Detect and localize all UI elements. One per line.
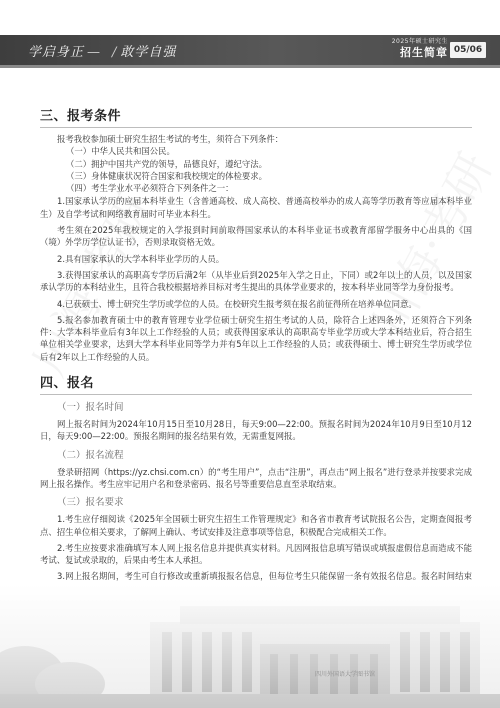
registration-time-text: 网上报名时间为2024年10月15日至10月28日，每天9:00—22:00。预报名时间为2024年10月9日至10月12日，每天9:00—22:00。预报名期间的报名结果有效，无需重复网报。 xyxy=(40,419,472,442)
motto-right: 敢学自强 xyxy=(120,45,177,60)
eligibility-paragraph: 3.获得国家承认的高职高专学历后满2年（从毕业后到2025年入学之日止，下同）或2年以上的人员，以及国家承认学历的本科结业生，且符合我校根据培养目标对考生提出的具体学业要求的，按本科毕业同等学力身份报考。 xyxy=(40,269,472,293)
eligibility-paragraph: 2.具有国家承认的大学本科毕业学历的人员。 xyxy=(57,253,225,264)
eligibility-item: （二）拥护中国共产党的领导，品德良好，遵纪守法。 xyxy=(66,158,267,169)
section-title-registration: 四、报名 xyxy=(40,375,472,395)
page-header xyxy=(0,0,500,78)
subsection-title-process: （二）报名流程 xyxy=(57,449,124,461)
eligibility-paragraph: 考生须在2025年我校规定的入学报到时间前取得国家承认的本科毕业证书或教育部留学服务中心出具的《国（境）外学历学位认证书》，否则录取资格无效。 xyxy=(40,225,472,248)
requirement-paragraph: 1.考生应仔细阅读《2025年全国硕士研究生招生工作管理规定》和各省市教育考试院报名公告，定期查阅报考点、招生单位相关要求，了解网上确认、考试安排及注意事项等信息，积极配合完成相关工作。 xyxy=(40,514,472,537)
footer-building-illustration xyxy=(0,584,500,708)
requirement-paragraph: 2.考生应按要求准确填写本人网上报名信息并提供真实材料。凡因网报信息填写错误或填报虚假信息而造成不能考试、复试或录取的，后果由考生本人承担。 xyxy=(40,542,472,566)
subsection-title-requirements: （三）报名要求 xyxy=(57,497,124,509)
eligibility-item: （四）考生学业水平必须符合下列条件之一： xyxy=(66,183,234,194)
motto-left: 学启身正 xyxy=(28,45,85,60)
eligibility-item: （一）中华人民共和国公民。 xyxy=(66,146,175,157)
building-sign: 四川外国语大学图书馆 xyxy=(314,671,376,678)
section-title-eligibility: 三、报考条件 xyxy=(40,108,472,128)
header-motto: 学启身正 — / 敢学自强 xyxy=(28,45,177,60)
brand-subtitle: 2025年硕士研究生 xyxy=(391,38,448,45)
eligibility-paragraph: 4.已获硕士、博士研究生学历或学位的人员。在校研究生报考须在报名前征得所在培养单位同意。 xyxy=(57,298,417,309)
brochure-brand xyxy=(392,38,448,60)
eligibility-item: （三）身体健康状况符合国家和我校规定的体检要求。 xyxy=(66,170,267,181)
subsection-title-time: （一）报名时间 xyxy=(57,402,124,414)
building-image xyxy=(0,584,500,708)
page-number: 05/06 xyxy=(450,42,486,58)
eligibility-intro: 报考我校参加硕士研究生招生考试的考生，须符合下列条件： xyxy=(57,134,284,144)
eligibility-paragraph: 5.报名参加教育硕士中的教育管理专业学位硕士研究生招生考试的人员，除符合上述四条外，还须符合下列条件：大学本科毕业后有3年以上工作经验的人员；或获得国家承认的高职高专毕业学历或大学本科结业后，符合招生单位相关学业要求，达到大学本科毕业同等学力并有5年以上工作经验的人员；或获得硕士、博士研究生学历或学位后有2年以上工作经验的人员。 xyxy=(40,314,472,362)
main-content xyxy=(40,108,472,624)
requirement-paragraph: 3.网上报名期间，考生可自行修改或重新填报报名信息，但每位考生只能保留一条有效报名信息。报名时间结束 xyxy=(57,571,472,582)
eligibility-paragraph: 1.国家承认学历的应届本科毕业生（含普通高校、成人高校、普通高校举办的成人高等学历教育等应届本科毕业生）及自学考试和网络教育届时可毕业本科生。 xyxy=(40,196,472,219)
brand-title: 招生简章 xyxy=(400,46,448,59)
registration-process-text: 登录研招网（https://yz.chsi.com.cn）的“考生用户”，点击“注册”，再点击“网上报名”进行登录并按要求完成网上报名操作。考生应牢记用户名和登录密码、报名号等重要信息直至录取结束。 xyxy=(40,466,472,489)
